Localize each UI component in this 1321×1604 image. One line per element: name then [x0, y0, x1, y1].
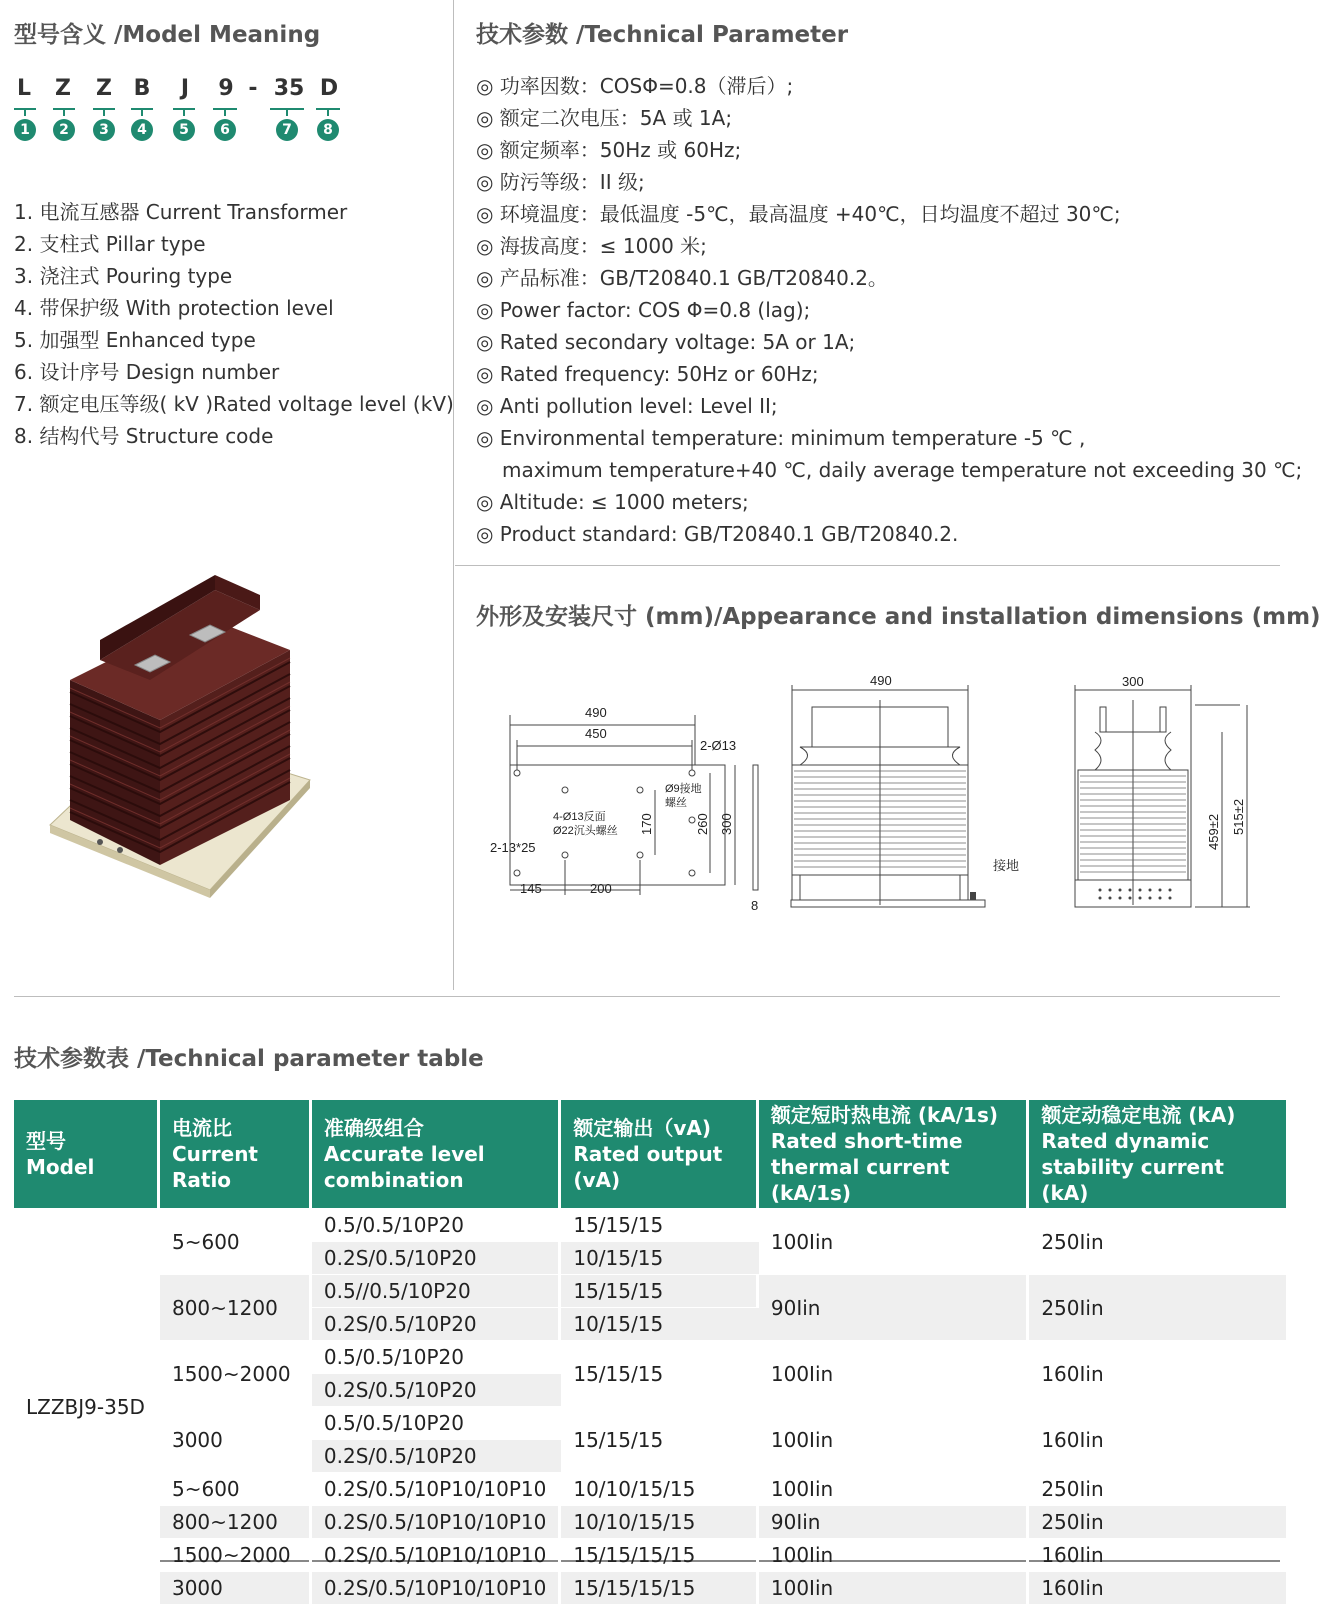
table-row	[14, 1538, 1286, 1571]
ratio-cell: 5~600	[160, 1472, 312, 1505]
list-item: ◎ Altitude: ≤ 1000 meters;	[476, 490, 749, 514]
list-item: ◎ 功率因数：COSΦ=0.8（滞后）;	[476, 74, 794, 98]
model-cell: LZZBJ9-35D	[14, 1208, 160, 1604]
thermal-cell: 90Iin	[759, 1274, 1029, 1340]
table-row	[14, 1472, 1286, 1505]
code-letter: Z	[55, 76, 71, 101]
list-item: ◎ 额定频率：50Hz 或 60Hz;	[476, 138, 742, 162]
ratio-cell: 5~600	[160, 1208, 312, 1274]
model-code	[14, 76, 354, 156]
table-row	[14, 1406, 1286, 1439]
code-tick	[24, 108, 26, 116]
accuracy-cell: 0.2S/0.5/10P20	[312, 1307, 561, 1340]
thermal-cell: 100Iin	[759, 1571, 1029, 1604]
accuracy-cell: 0.2S/0.5/10P20	[312, 1241, 561, 1274]
output-cell: 10/15/15	[561, 1307, 759, 1340]
accuracy-cell: 0.2S/0.5/10P20	[312, 1373, 561, 1406]
output-cell: 15/15/15	[561, 1208, 759, 1241]
list-item: ◎ 产品标准：GB/T20840.1 GB/T20840.2。	[476, 266, 888, 290]
accuracy-cell: 0.5/0.5/10P20	[312, 1208, 561, 1241]
output-cell: 15/15/15	[561, 1274, 759, 1307]
code-tick	[63, 108, 65, 116]
header-ratio: 电流比 Current Ratio	[160, 1100, 312, 1208]
model-meaning-title: 型号含义 /Model Meaning	[14, 22, 321, 48]
code-number-badge: 8	[317, 119, 339, 141]
list-item: 4. 带保护级 With protection level	[14, 296, 334, 320]
output-cell: 15/15/15	[561, 1406, 759, 1472]
code-letter: 35	[273, 76, 305, 101]
dynamic-cell: 250Iin	[1029, 1505, 1286, 1538]
table-header-row	[14, 1100, 1286, 1208]
dim-label: 接地	[993, 858, 1020, 873]
output-cell: 15/15/15/15	[561, 1538, 759, 1571]
code-letter: L	[16, 76, 32, 101]
technical-parameter-list	[476, 70, 1302, 550]
list-item: 3. 浇注式 Pouring type	[14, 264, 233, 288]
list-item: ◎ Rated secondary voltage: 5A or 1A;	[476, 330, 856, 354]
output-cell: 15/15/15	[561, 1340, 759, 1406]
accuracy-cell: 0.5/0.5/10P20	[312, 1406, 561, 1439]
header-output: 额定输出（vA) Rated output (vA)	[561, 1100, 759, 1208]
code-letter: D	[319, 76, 339, 101]
table-row	[14, 1571, 1286, 1604]
code-number-badge: 5	[173, 119, 195, 141]
dim-label: 螺丝	[665, 797, 687, 809]
list-item: ◎ Anti pollution level: Level II;	[476, 394, 778, 418]
list-item: 6. 设计序号 Design number	[14, 360, 280, 384]
dim-label: 2-Ø13	[700, 738, 737, 753]
thermal-cell: 100Iin	[759, 1472, 1029, 1505]
code-letter: -	[248, 76, 258, 101]
ratio-cell: 1500~2000	[160, 1340, 312, 1406]
list-item: 1. 电流互感器 Current Transformer	[14, 200, 348, 224]
list-item: ◎ Product standard: GB/T20840.1 GB/T20840.2.	[476, 522, 959, 546]
list-item: 2. 支柱式 Pillar type	[14, 232, 206, 256]
ground-terminal	[970, 892, 976, 900]
dim-label: 145	[520, 881, 542, 896]
front-view-drawing	[791, 685, 985, 907]
dim-label: 260	[695, 813, 710, 835]
code-number-badge: 3	[93, 119, 115, 141]
divider-dimensions	[455, 565, 1280, 566]
thermal-cell: 100Iin	[759, 1208, 1029, 1274]
list-item: ◎ Environmental temperature: minimum temperature -5 ℃ ,	[476, 426, 1086, 450]
dynamic-cell: 160Iin	[1029, 1406, 1286, 1472]
list-item: 7. 额定电压等级( kV )Rated voltage level (kV)	[14, 392, 454, 416]
dim-label: 8	[751, 898, 759, 913]
dim-label: 515±2	[1231, 798, 1246, 835]
ratio-cell: 800~1200	[160, 1505, 312, 1538]
list-item: ◎ 环境温度：最低温度 -5℃，最高温度 +40℃，日均温度不超过 30℃;	[476, 202, 1121, 226]
dynamic-cell: 250Iin	[1029, 1208, 1286, 1274]
code-number-badge: 2	[53, 119, 75, 141]
dynamic-cell: 160Iin	[1029, 1538, 1286, 1571]
dim-label: 170	[639, 813, 654, 835]
dim-label: 490	[585, 705, 607, 720]
dim-label: 300	[719, 813, 734, 835]
thermal-cell: 100Iin	[759, 1340, 1029, 1406]
thermal-cell: 100Iin	[759, 1406, 1029, 1472]
dim-label: 490	[870, 673, 892, 688]
header-accuracy: 准确级组合 Accurate level combination	[312, 1100, 561, 1208]
table-row	[14, 1505, 1286, 1538]
dimensions-title: 外形及安装尺寸 (mm)/Appearance and installation dimensions (mm)	[476, 604, 1321, 630]
code-tick	[103, 108, 105, 116]
dim-label: Ø22沉头螺丝	[553, 825, 618, 837]
code-tick	[183, 108, 185, 116]
table-row	[14, 1274, 1286, 1307]
ratio-cell: 800~1200	[160, 1274, 312, 1340]
header-model: 型号 Model	[14, 1100, 160, 1208]
code-letter: 9	[218, 76, 234, 101]
list-item: ◎ 防污等级：II 级;	[476, 170, 645, 194]
table-row	[14, 1208, 1286, 1241]
header-thermal: 额定短时热电流 (kA/1s) Rated short-time thermal current (kA/1s)	[759, 1100, 1029, 1208]
dim-label: 200	[590, 881, 612, 896]
accuracy-cell: 0.2S/0.5/10P10/10P10	[312, 1538, 561, 1571]
dim-label: 459±2	[1206, 813, 1221, 850]
code-tick	[224, 108, 226, 116]
ratio-cell: 3000	[160, 1571, 312, 1604]
dim-label: 450	[585, 726, 607, 741]
output-cell: 10/10/15/15	[561, 1505, 759, 1538]
accuracy-cell: 0.5/0.5/10P20	[312, 1340, 561, 1373]
list-item: ◎ 额定二次电压：5A 或 1A;	[476, 106, 733, 130]
output-cell: 10/10/15/15	[561, 1472, 759, 1505]
header-dynamic: 额定动稳定电流 (kA) Rated dynamic stability current (kA)	[1029, 1100, 1286, 1208]
output-cell: 15/15/15/15	[561, 1571, 759, 1604]
vertical-divider	[453, 0, 454, 990]
code-number-badge: 6	[214, 119, 236, 141]
table-row	[14, 1340, 1286, 1373]
dynamic-cell: 160Iin	[1029, 1340, 1286, 1406]
model-meaning-list	[14, 196, 454, 452]
thermal-cell: 100Iin	[759, 1538, 1029, 1571]
thermal-cell: 90Iin	[759, 1505, 1029, 1538]
dim-label: 4-Ø13反面	[553, 811, 606, 823]
dimension-drawings	[490, 670, 1285, 935]
list-item: ◎ 海拔高度：≤ 1000 米;	[476, 234, 707, 258]
code-letter: B	[133, 76, 151, 101]
code-letter: J	[180, 76, 190, 101]
accuracy-cell: 0.5//0.5/10P20	[312, 1274, 561, 1307]
code-number-badge: 7	[276, 119, 298, 141]
side-view-drawing	[1075, 685, 1250, 907]
accuracy-cell: 0.2S/0.5/10P10/10P10	[312, 1505, 561, 1538]
list-item: 5. 加强型 Enhanced type	[14, 328, 256, 352]
output-cell: 10/15/15	[561, 1241, 759, 1274]
ratio-cell: 1500~2000	[160, 1538, 312, 1571]
accuracy-cell: 0.2S/0.5/10P10/10P10	[312, 1472, 561, 1505]
parameter-table-title: 技术参数表 /Technical parameter table	[14, 1046, 484, 1072]
code-number-badge: 1	[14, 119, 36, 141]
dim-label: 300	[1122, 674, 1144, 689]
accuracy-cell: 0.2S/0.5/10P10/10P10	[312, 1571, 561, 1604]
code-number-badge: 4	[131, 119, 153, 141]
list-item: ◎ Rated frequency: 50Hz or 60Hz;	[476, 362, 819, 386]
technical-parameter-title: 技术参数 /Technical Parameter	[476, 22, 849, 48]
side-terminals	[1099, 889, 1172, 900]
code-tick	[286, 108, 288, 116]
dynamic-cell: 250Iin	[1029, 1472, 1286, 1505]
dynamic-cell: 160Iin	[1029, 1571, 1286, 1604]
list-item: ◎ Power factor: COS Φ=0.8 (lag);	[476, 298, 811, 322]
code-tick	[327, 108, 329, 116]
accuracy-cell: 0.2S/0.5/10P20	[312, 1439, 561, 1472]
ratio-cell: 3000	[160, 1406, 312, 1472]
dim-label: Ø9接地	[665, 783, 702, 795]
code-tick	[141, 108, 143, 116]
product-image	[40, 580, 320, 910]
dynamic-cell: 250Iin	[1029, 1274, 1286, 1340]
list-item-continuation: maximum temperature+40 ℃, daily average temperature not exceeding 30 ℃;	[502, 458, 1303, 482]
code-letter: Z	[96, 76, 112, 101]
dim-label: 2-13*25	[490, 840, 536, 855]
parameter-table	[14, 1100, 1286, 1604]
list-item: 8. 结构代号 Structure code	[14, 424, 274, 448]
divider-table	[14, 996, 1280, 997]
